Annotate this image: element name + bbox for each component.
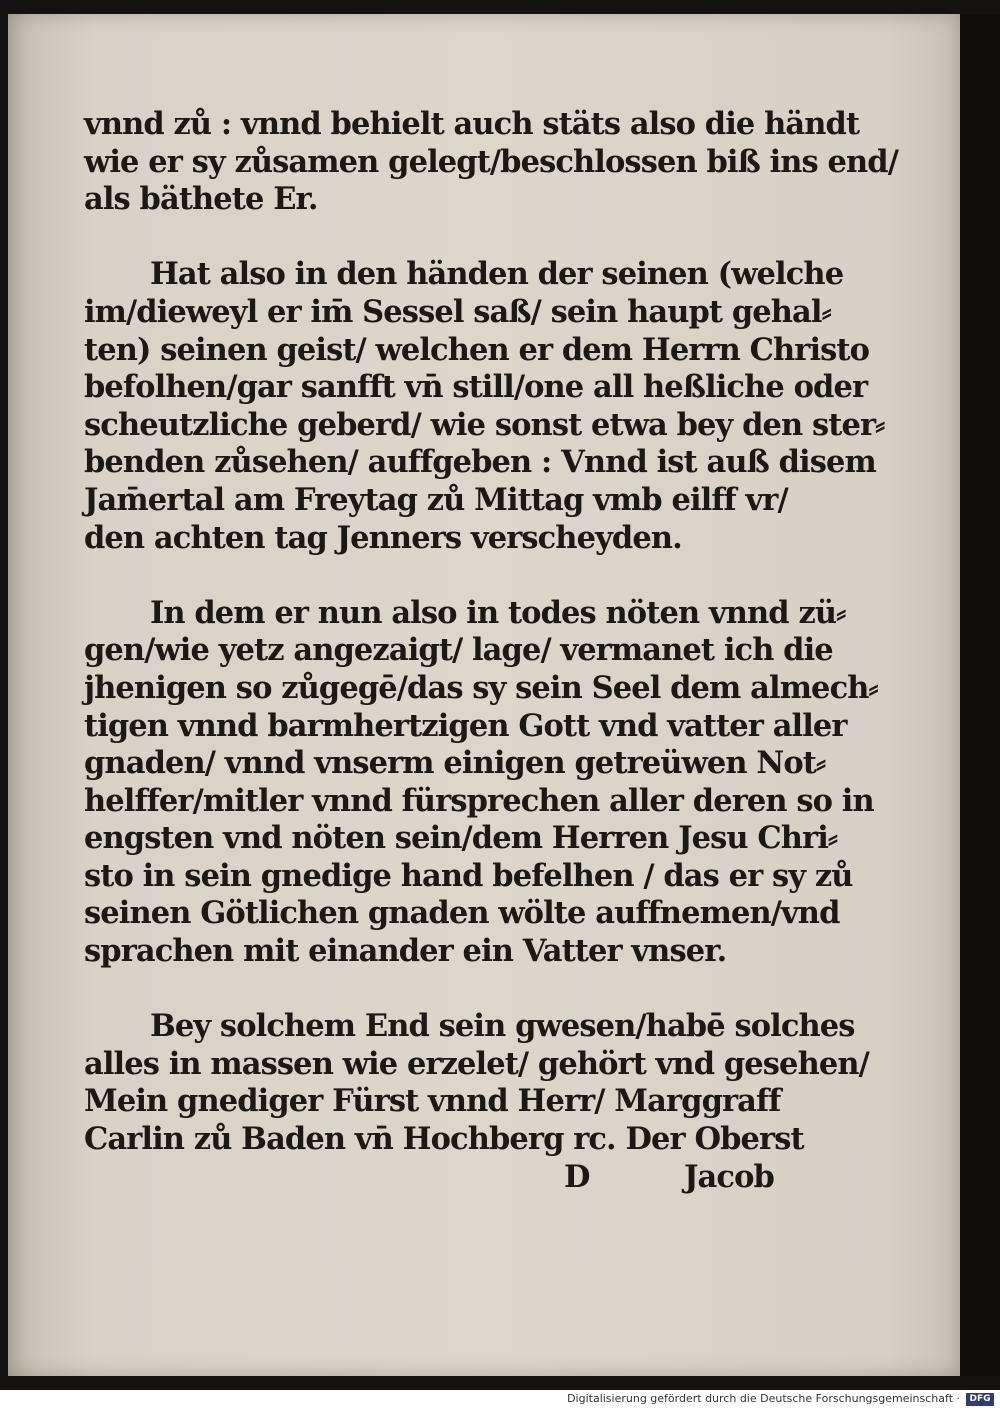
funding-credit: Digitalisierung gefördert durch die Deutsche Forschungsgemeinschaft · xyxy=(567,1392,960,1405)
paragraph-gap xyxy=(84,219,784,257)
paragraph-gap xyxy=(84,971,784,1009)
text-line: ten) seinen geist/ welchen er dem Herrn Christo xyxy=(84,331,870,368)
text-line: im/dieweyl er im̄ Sessel saß/ sein haupt gehal⸗ xyxy=(84,293,831,330)
text-line: Mein gnediger Fürst vnnd Herr/ Marggraff xyxy=(84,1083,781,1120)
text-line: den achten tag Jenners verscheyden. xyxy=(84,519,682,556)
paragraph-gap xyxy=(84,557,784,595)
text-line: gnaden/ vnnd vnserm einigen getreüwen Not⸗ xyxy=(84,745,826,782)
text-line: alles in massen wie erzelet/ gehört vnd gesehen/ xyxy=(84,1045,869,1082)
text-line: sto in sein gnedige hand befelhen / das er sy zů xyxy=(84,857,853,894)
text-line: scheutzliche geberd/ wie sonst etwa bey den ster⸗ xyxy=(84,406,885,443)
text-line: sprachen mit einander ein Vatter vnser. xyxy=(84,933,727,970)
text-line: tigen vnnd barmhertzigen Gott vnd vatter aller xyxy=(84,707,847,744)
text-line: helffer/mitler vnnd fürsprechen aller deren so in xyxy=(84,782,874,819)
text-line: Bey solchem End sein gwesen/habē solches xyxy=(150,1008,855,1045)
page-edge xyxy=(960,14,1000,1376)
signature-line xyxy=(84,1159,784,1197)
dfg-logo: DFG xyxy=(966,1393,994,1406)
text-line: Jam̄ertal am Freytag zů Mittag vmb eilff vr/ xyxy=(84,481,788,518)
text-line: engsten vnd nöten sein/dem Herren Jesu Chri⸗ xyxy=(84,820,838,857)
text-line: In dem er nun also in todes nöten vnnd zü⸗ xyxy=(150,594,846,631)
text-line: jhenigen so zůgegē/das sy sein Seel dem almech⸗ xyxy=(84,669,878,706)
catchword: Jacob xyxy=(684,1158,774,1195)
text-line: gen/wie yetz angezaigt/ lage/ vermanet ich die xyxy=(84,632,833,669)
text-line: befolhen/gar sanfft vn̄ still/one all heßliche oder xyxy=(84,369,868,406)
text-line: Carlin zů Baden vn̄ Hochberg rc. Der Oberst xyxy=(84,1121,804,1158)
text-line: benden zůsehen/ auffgeben : Vnnd ist auß disem xyxy=(84,444,876,481)
signature-mark: D xyxy=(564,1158,590,1195)
book-page xyxy=(8,14,960,1376)
text-line: seinen Götlichen gnaden wölte auffnemen/vnd xyxy=(84,895,840,932)
text-line: als bäthete Er. xyxy=(84,181,318,218)
text-line: vnnd zů : vnnd behielt auch stäts also die händt xyxy=(84,106,860,142)
page-text xyxy=(84,106,898,1196)
text-line: Hat also in den händen der seinen (welche xyxy=(150,256,844,293)
footer xyxy=(0,1390,1000,1410)
text-line: wie er sy zůsamen gelegt/beschlossen biß ins end/ xyxy=(84,143,898,180)
